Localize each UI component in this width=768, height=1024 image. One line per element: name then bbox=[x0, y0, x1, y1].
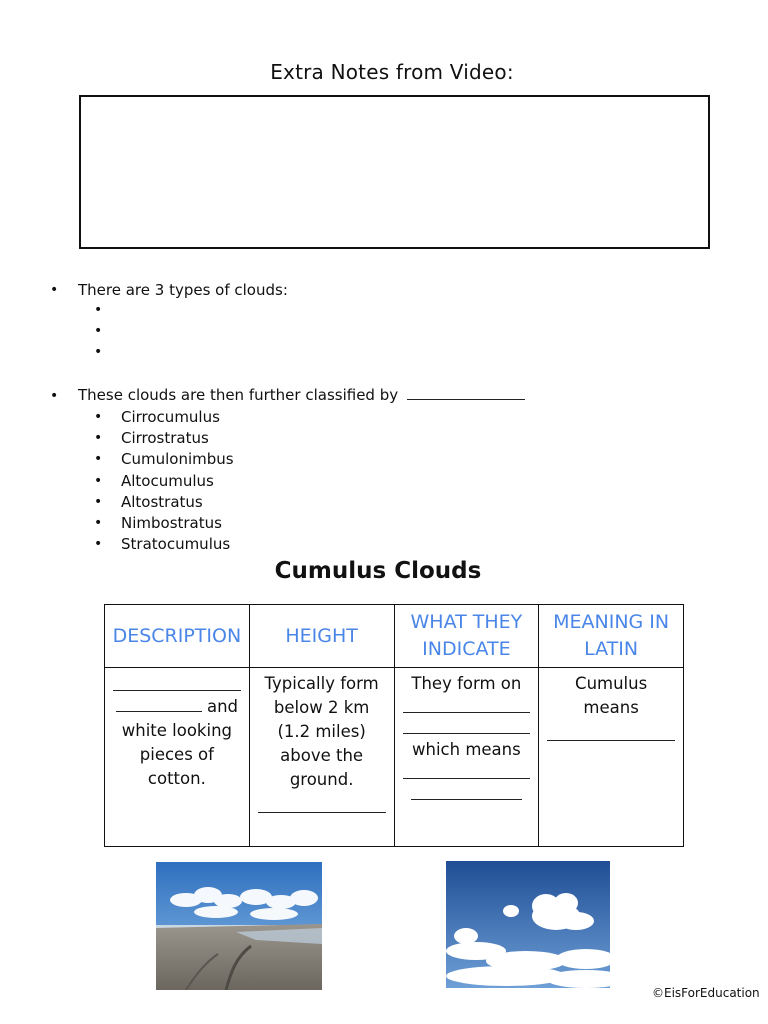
description-text: white looking pieces of cotton. bbox=[121, 721, 232, 788]
classification-bullet-dot: • bbox=[94, 493, 103, 510]
indicate-blank-2[interactable] bbox=[403, 717, 531, 734]
latin-blank[interactable] bbox=[547, 724, 675, 741]
classification-item: Cirrocumulus bbox=[121, 408, 220, 426]
table-header-row bbox=[105, 605, 684, 668]
height-text: Typically form below 2 km (1.2 miles) above the ground. bbox=[264, 674, 379, 789]
description-blank-line-2 bbox=[111, 695, 243, 719]
classification-bullet-dot: • bbox=[94, 536, 103, 553]
classified-blank[interactable] bbox=[407, 399, 525, 400]
blank-bullet-dot: • bbox=[94, 302, 103, 318]
header-description: DESCRIPTION bbox=[105, 605, 250, 668]
classification-bullet-dot: • bbox=[94, 515, 103, 531]
classification-bullet-dot: • bbox=[94, 451, 103, 468]
classification-bullet-dot: • bbox=[94, 409, 103, 425]
cumulus-sky-photo bbox=[446, 861, 610, 988]
indicate-text-1: They form on bbox=[411, 674, 522, 693]
classification-item: Altostratus bbox=[121, 492, 203, 511]
cell-indicate bbox=[394, 668, 539, 847]
classified-intro-text: These clouds are then further classified by bbox=[78, 386, 399, 404]
latin-text: Cumulus means bbox=[575, 674, 648, 717]
classification-item: Stratocumulus bbox=[121, 535, 231, 554]
types-intro: There are 3 types of clouds: bbox=[78, 281, 288, 299]
indicate-text-2: which means bbox=[412, 740, 521, 759]
cell-height bbox=[249, 668, 394, 847]
header-height: HEIGHT bbox=[249, 605, 394, 668]
notes-title: Extra Notes from Video: bbox=[270, 60, 514, 84]
indicate-blank-4[interactable] bbox=[411, 783, 523, 800]
classified-intro bbox=[78, 386, 525, 404]
table-title: Cumulus Clouds bbox=[274, 558, 482, 584]
indicate-blank-1[interactable] bbox=[403, 696, 531, 713]
landscape-clouds-photo bbox=[156, 862, 322, 990]
table-body-row bbox=[105, 668, 684, 847]
header-indicate: WHAT THEY INDICATE bbox=[394, 605, 539, 668]
copyright-text: ©EisForEducation bbox=[652, 986, 760, 1000]
description-and: and bbox=[206, 697, 239, 716]
classification-item: Cirrostratus bbox=[121, 429, 209, 448]
cell-latin bbox=[539, 668, 684, 847]
classification-bullet-dot: • bbox=[94, 430, 103, 447]
bullet-dot: • bbox=[50, 388, 59, 404]
notes-box[interactable] bbox=[79, 95, 710, 249]
classification-bullet-dot: • bbox=[94, 472, 103, 489]
height-blank[interactable] bbox=[258, 796, 386, 813]
blank-bullet-dot: • bbox=[94, 344, 103, 360]
cell-description bbox=[105, 668, 250, 847]
classification-item: Cumulonimbus bbox=[121, 450, 234, 469]
bullet-dot: • bbox=[50, 282, 59, 298]
description-blank-2[interactable] bbox=[116, 711, 202, 712]
description-blank-1[interactable] bbox=[113, 674, 241, 691]
classification-item: Altocumulus bbox=[121, 471, 214, 490]
cumulus-table bbox=[104, 604, 684, 847]
indicate-blank-3[interactable] bbox=[403, 762, 531, 779]
header-latin: MEANING IN LATIN bbox=[539, 605, 684, 668]
classification-item: Nimbostratus bbox=[121, 514, 222, 532]
blank-bullet-dot: • bbox=[94, 323, 103, 339]
